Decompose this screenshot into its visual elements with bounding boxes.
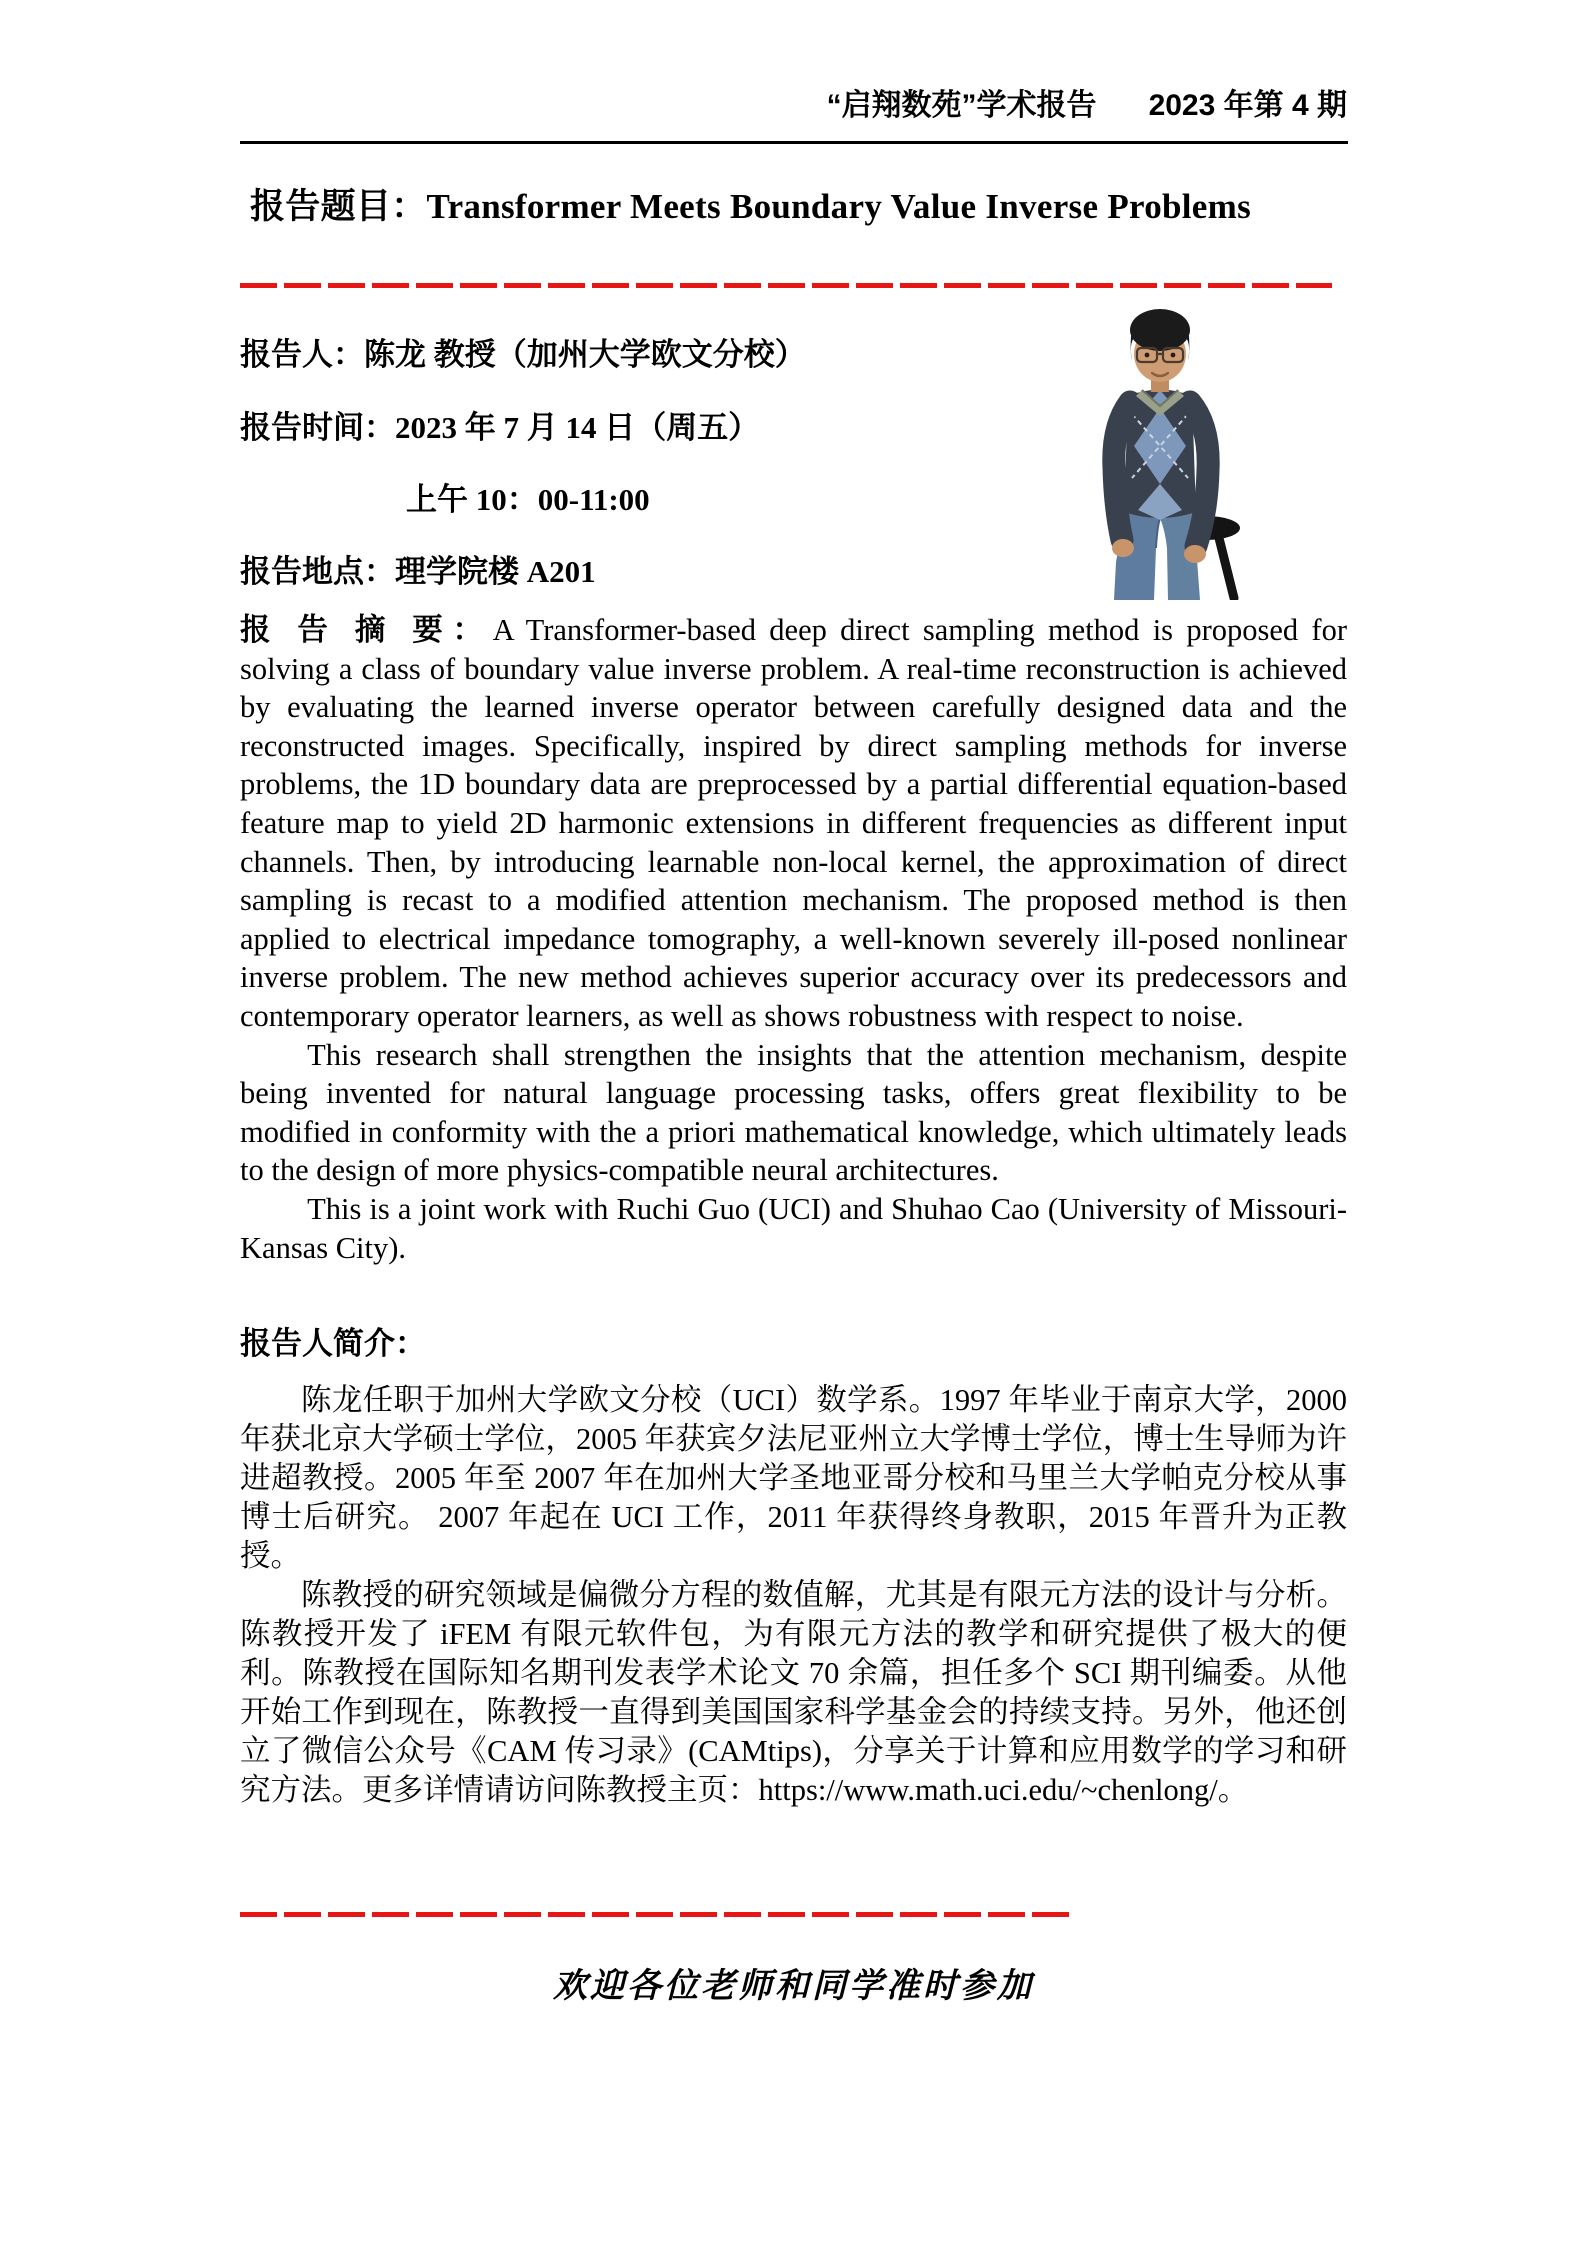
bio-section (240, 1381, 1347, 1810)
abstract-paragraph-3: This is a joint work with Ruchi Guo (UCI) and Shuhao Cao (University of Missouri-Kansas City). (240, 1191, 1347, 1265)
page-header (240, 86, 1347, 126)
red-dashed-divider-bottom (240, 1912, 1076, 1917)
bio-paragraph-2: 陈教授的研究领域是偏微分方程的数值解，尤其是有限元方法的设计与分析。陈教授开发了 iFEM 有限元软件包，为有限元方法的教学和研究提供了极大的便利。陈教授在国际知名期刊发表学术论文 70 余篇，担任多个 SCI 期刊编委。从他开始工作到现在，陈教授一直得到美国国家科学基金会的持续支持。另外，他还创立了微信公众号《CAM 传习录》(CAMtips)，分享关于计算和应用数学的学习和研究方法。更多详情请访问陈教授主页：https://www.math.uci.edu/~chenlong/。 (240, 1578, 1347, 1807)
info-time (240, 407, 759, 449)
speaker-photo (1068, 296, 1252, 600)
info-speaker (240, 334, 806, 376)
talk-title-label: 报告题目： (250, 187, 427, 226)
info-location-value: 理学院楼 A201 (395, 554, 596, 589)
info-time-value: 2023 年 7 月 14 日（周五） (395, 410, 760, 445)
header-issue-number: 2023 年第 4 期 (1148, 89, 1347, 122)
abstract-paragraph-2: This research shall strengthen the insights that the attention mechanism, despite being invented for natural language processing tasks, offers great flexibility to be modified in conformity with the a priori mathematical knowledge, which ultimately leads to the design of more physics-compatible neural architectures. (240, 1037, 1347, 1188)
info-speaker-label: 报告人： (240, 337, 364, 372)
info-location (240, 551, 596, 593)
speaker-photo-illustration (1068, 296, 1252, 600)
abstract-paragraph-1-text: A Transformer-based deep direct sampling method is proposed for solving a class of boundary value inverse problem. A real-time reconstruction is achieved by evaluating the learned inverse operator between carefully designed data and the reconstructed images. Specifically, inspired by direct sampling methods for inverse problems, the 1D boundary data are preprocessed by a partial differential equation-based feature map to yield 2D harmonic extensions in different frequencies as different input channels. Then, by introducing learnable non-local kernel, the approximation of direct sampling is recast to a modified attention mechanism. The proposed method is then applied to electrical impedance tomography, a well-known severely ill-posed nonlinear inverse problem. The new method achieves superior accuracy over its predecessors and contemporary operator learners, as well as shows robustness with respect to noise. (240, 613, 1347, 1033)
info-time-label: 报告时间： (240, 410, 395, 445)
header-series-title: “启翔数苑”学术报告 (826, 89, 1097, 122)
abstract-label: 报 告 摘 要： (240, 613, 493, 647)
talk-title-text: Transformer Meets Boundary Value Inverse Problems (426, 187, 1252, 226)
footer-message: 欢迎各位老师和同学准时参加 (553, 1968, 1034, 2005)
talk-title (250, 183, 1350, 231)
abstract-section (240, 611, 1347, 1267)
header-rule (240, 141, 1348, 144)
bio-heading: 报告人简介： (240, 1326, 426, 1361)
info-speaker-value: 陈龙 教授（加州大学欧文分校） (364, 337, 806, 372)
info-time-detail: 上午 10：00-11:00 (406, 482, 650, 517)
bio-paragraph-1: 陈龙任职于加州大学欧文分校（UCI）数学系。1997 年毕业于南京大学，2000 年获北京大学硕士学位，2005 年获宾夕法尼亚州立大学博士学位，博士生导师为许进超教授。2005 年至 2007 年在加州大学圣地亚哥分校和马里兰大学帕克分校从事博士后研究。 2007 年起在 UCI 工作，2011 年获得终身教职，2015 年晋升为正教授。 (240, 1383, 1347, 1573)
info-location-label: 报告地点： (240, 554, 395, 589)
red-dashed-divider-top (240, 283, 1332, 288)
abstract-paragraph-1 (240, 611, 1347, 1036)
